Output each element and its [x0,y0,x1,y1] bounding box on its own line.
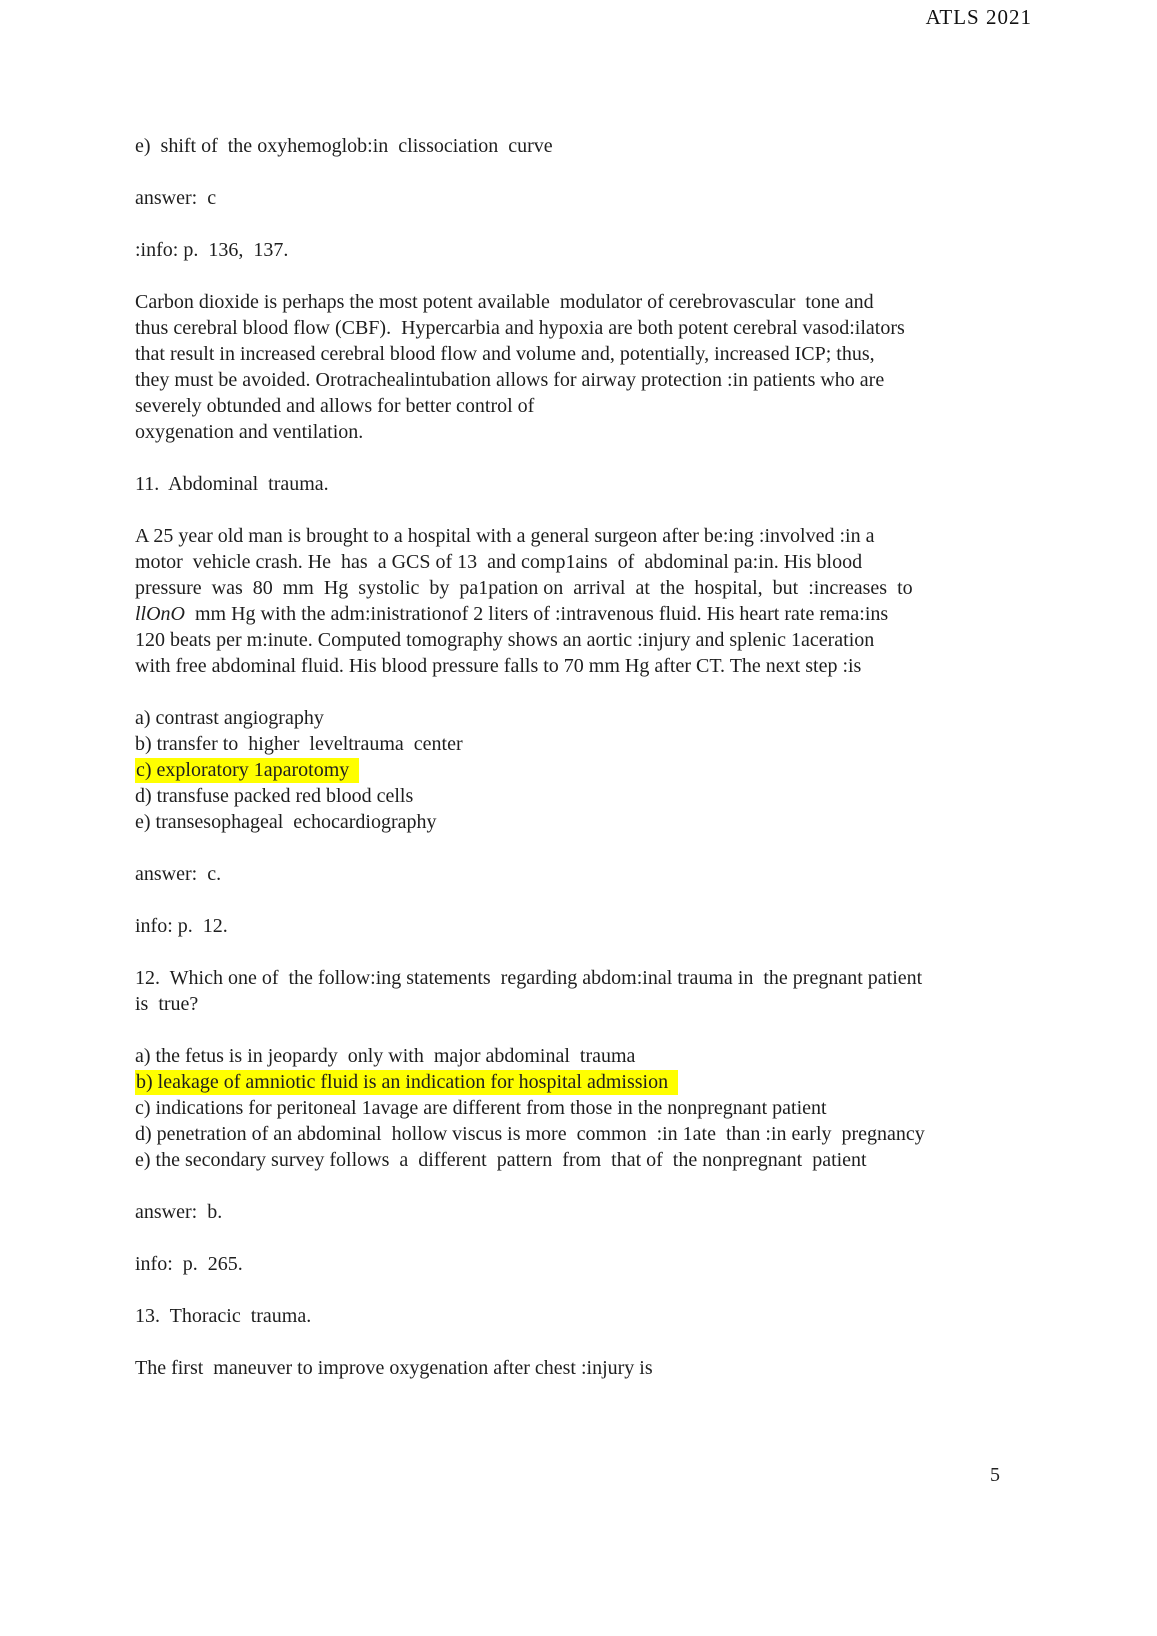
q11-info-block [135,913,1075,939]
q10-explanation-line: Carbon dioxide is perhaps the most potent available modulator of cerebrovascular tone and [135,291,874,313]
q12-option-e: e) the secondary survey follows a different pattern from that of the nonpregnant patient [135,1149,867,1171]
q11-option-b: b) transfer to higher leveltrauma center [135,733,463,755]
q13-heading: 13. Thoracic trauma. [135,1305,312,1327]
q11-stem-line-italic [135,601,1075,627]
q11-option-e: e) transesophageal echocardiography [135,811,437,833]
q11-stem-line: pressure was 80 mm Hg systolic by pa1pation on arrival at the hospital, but :increases to [135,577,913,599]
q10-explanation-line: they must be avoided. Orotrachealintubation allows for airway protection :in patients who are [135,369,885,391]
q10-option-e: e) shift of the oxyhemoglob:in clissociation curve [135,135,553,157]
q10-explanation-line: thus cerebral blood flow (CBF). Hypercarbia and hypoxia are both potent cerebral vasod:ilators [135,317,905,339]
answer-highlight: b) leakage of amniotic fluid is an indication for hospital admission [135,1070,678,1095]
q12-stem-line: is true? [135,993,199,1015]
q11-answer-block [135,861,1075,887]
q10-answer: answer: c [135,187,217,209]
q13-stem: The first maneuver to improve oxygenation after chest :injury is [135,1357,653,1379]
q12-option-c: c) indications for peritoneal 1avage are different from those in the nonpregnant patient [135,1097,827,1119]
q11-stem-line: with free abdominal fluid. His blood pressure falls to 70 mm Hg after CT. The next step :is [135,655,862,677]
q11-option-d: d) transfuse packed red blood cells [135,785,414,807]
q12-info-block [135,1251,1075,1277]
q11-option-c-highlighted [135,757,1075,783]
q13-heading-block [135,1303,1075,1329]
q12-option-d: d) penetration of an abdominal hollow viscus is more common :in 1ate than :in early pregnancy [135,1123,925,1145]
q11-stem-paragraph [135,523,1075,679]
q12-answer-block [135,1199,1075,1225]
q11-stem-italic-fragment: llOnO [135,603,185,625]
q11-stem-line: A 25 year old man is brought to a hospital with a general surgeon after be:ing :involved :in a [135,525,875,547]
q11-stem-italic-rest: mm Hg with the adm:inistrationof 2 liters of :intravenous fluid. His heart rate rema:ins [185,603,889,625]
q11-info: info: p. 12. [135,915,228,937]
q12-option-b-highlighted [135,1069,1075,1095]
q12-option-a: a) the fetus is in jeopardy only with major abdominal trauma [135,1045,636,1067]
q10-info: :info: p. 136, 137. [135,239,289,261]
q11-options-list [135,705,1075,835]
answer-highlight: c) exploratory 1aparotomy [135,758,359,783]
q11-stem-line: motor vehicle crash. He has a GCS of 13 and comp1ains of abdominal pa:in. His blood [135,551,863,573]
q10-option-e-block [135,133,1075,159]
page-number: 5 [990,1464,1000,1486]
q11-option-a: a) contrast angiography [135,707,324,729]
document-header-title: ATLS 2021 [925,5,1032,29]
document-body [135,133,1075,1407]
q12-stem-line: 12. Which one of the follow:ing statements regarding abdom:inal trauma in the pregnant patient [135,967,923,989]
q10-explanation-paragraph [135,289,1075,445]
q12-options-list [135,1043,1075,1173]
q11-heading: 11. Abdominal trauma. [135,473,329,495]
q10-explanation-line: oxygenation and ventilation. [135,421,364,443]
q12-answer: answer: b. [135,1201,223,1223]
q10-explanation-line: severely obtunded and allows for better control of [135,395,535,417]
q13-stem-block [135,1355,1075,1381]
q10-explanation-line: that result in increased cerebral blood flow and volume and, potentially, increased ICP; thus, [135,343,875,365]
q12-info: info: p. 265. [135,1253,243,1275]
q11-heading-block [135,471,1075,497]
q10-info-block [135,237,1075,263]
q11-stem-line: 120 beats per m:inute. Computed tomography shows an aortic :injury and splenic 1aceration [135,629,875,651]
q11-answer: answer: c. [135,863,222,885]
q12-stem-paragraph [135,965,1075,1017]
q10-answer-block [135,185,1075,211]
